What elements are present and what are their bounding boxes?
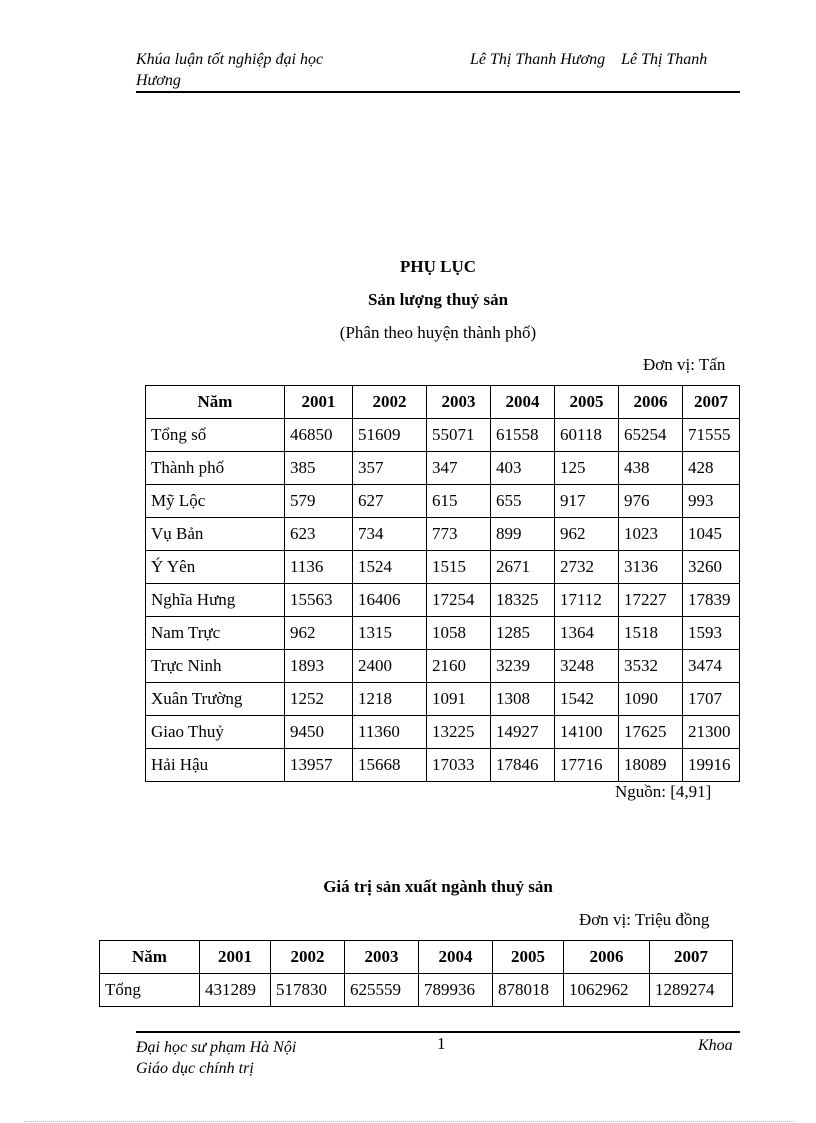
table-cell: 1062962 — [564, 974, 650, 1007]
row-label: Xuân Trường — [146, 683, 285, 716]
table-cell: 19916 — [683, 749, 740, 782]
table-cell: 1136 — [285, 551, 353, 584]
header-author-repeat: Lê Thị Thanh — [621, 51, 708, 68]
row-label: Vụ Bản — [146, 518, 285, 551]
table-cell: 3239 — [491, 650, 555, 683]
appendix-subtitle: Sản lượng thuỷ sản — [367, 290, 509, 309]
table-cell: 1893 — [285, 650, 353, 683]
table-row — [100, 974, 733, 1007]
table-cell: 1289274 — [650, 974, 733, 1007]
table-cell: 1315 — [353, 617, 427, 650]
header-left-text: Khúa luận tốt nghiệp đại học Hương — [136, 51, 324, 89]
footer-department: Giáo dục chính trị — [136, 1060, 254, 1077]
row-label: Giao Thuỷ — [146, 716, 285, 749]
table-cell: 773 — [427, 518, 491, 551]
table-cell: 734 — [353, 518, 427, 551]
row-label: Mỹ Lộc — [146, 485, 285, 518]
table-cell: 17839 — [683, 584, 740, 617]
col-header: 2005 — [555, 386, 619, 419]
table-header-row — [100, 941, 733, 974]
table-cell: 1045 — [683, 518, 740, 551]
col-header: 2007 — [683, 386, 740, 419]
col-header: 2007 — [650, 941, 733, 974]
appendix-title: PHỤ LỤC — [399, 257, 477, 276]
table-cell: 1593 — [683, 617, 740, 650]
table-cell: 18089 — [619, 749, 683, 782]
appendix-unit: Đơn vị: Tấn — [643, 355, 726, 374]
table-cell: 878018 — [493, 974, 564, 1007]
table-cell: 579 — [285, 485, 353, 518]
table-cell: 17033 — [427, 749, 491, 782]
table-row — [146, 584, 740, 617]
table-cell: 17112 — [555, 584, 619, 617]
page-bottom-border — [24, 1121, 794, 1122]
footer-university: Đại học sư phạm Hà Nội — [136, 1039, 297, 1056]
table-cell: 3532 — [619, 650, 683, 683]
table-cell: 1058 — [427, 617, 491, 650]
table-row — [146, 452, 740, 485]
table-header-row — [146, 386, 740, 419]
footer-left — [136, 1037, 296, 1079]
col-header: 2001 — [200, 941, 271, 974]
row-label: Hải Hậu — [146, 749, 285, 782]
table-row — [146, 650, 740, 683]
header-right-text — [470, 49, 707, 70]
header-author: Lê Thị Thanh Hương — [470, 51, 606, 68]
table-cell: 1542 — [555, 683, 619, 716]
table-cell: 962 — [285, 617, 353, 650]
table-cell: 9450 — [285, 716, 353, 749]
table-cell: 46850 — [285, 419, 353, 452]
table-cell: 15563 — [285, 584, 353, 617]
table-cell: 65254 — [619, 419, 683, 452]
table-cell: 3136 — [619, 551, 683, 584]
production-value-table — [99, 940, 733, 1007]
table-cell: 21300 — [683, 716, 740, 749]
table-cell: 51609 — [353, 419, 427, 452]
table-cell: 17227 — [619, 584, 683, 617]
table-cell: 17625 — [619, 716, 683, 749]
production-unit: Đơn vị: Triệu đồng — [579, 910, 710, 929]
table-cell: 976 — [619, 485, 683, 518]
row-label: Nghĩa Hưng — [146, 584, 285, 617]
table-cell: 3248 — [555, 650, 619, 683]
table-row — [146, 617, 740, 650]
row-label: Thành phố — [146, 452, 285, 485]
table-cell: 125 — [555, 452, 619, 485]
table-cell: 615 — [427, 485, 491, 518]
table-cell: 625559 — [345, 974, 419, 1007]
table-cell: 71555 — [683, 419, 740, 452]
table-cell: 1518 — [619, 617, 683, 650]
table-cell: 627 — [353, 485, 427, 518]
table-cell: 917 — [555, 485, 619, 518]
table-row — [146, 683, 740, 716]
table-cell: 17716 — [555, 749, 619, 782]
table-cell: 1091 — [427, 683, 491, 716]
table-cell: 1308 — [491, 683, 555, 716]
col-header: 2004 — [491, 386, 555, 419]
table-cell: 899 — [491, 518, 555, 551]
source-note: Nguồn: [4,91] — [615, 782, 712, 801]
table-cell: 431289 — [200, 974, 271, 1007]
table-cell: 1090 — [619, 683, 683, 716]
row-label: Trực Ninh — [146, 650, 285, 683]
table-cell: 438 — [619, 452, 683, 485]
table-cell: 13957 — [285, 749, 353, 782]
table-row — [146, 419, 740, 452]
table-cell: 655 — [491, 485, 555, 518]
row-label: Tổng — [100, 974, 200, 1007]
table-cell: 1285 — [491, 617, 555, 650]
table-cell: 2671 — [491, 551, 555, 584]
col-header: 2004 — [419, 941, 493, 974]
col-header: 2002 — [271, 941, 345, 974]
table-cell: 789936 — [419, 974, 493, 1007]
table-cell: 14100 — [555, 716, 619, 749]
table-cell: 17846 — [491, 749, 555, 782]
fish-output-table — [145, 385, 740, 782]
table-cell: 2732 — [555, 551, 619, 584]
table-cell: 962 — [555, 518, 619, 551]
production-title: Giá trị sản xuất ngành thuỷ sản — [323, 877, 553, 896]
header-rule — [136, 91, 740, 93]
table-cell: 13225 — [427, 716, 491, 749]
col-header: Năm — [146, 386, 285, 419]
table-cell: 1524 — [353, 551, 427, 584]
col-header: 2006 — [619, 386, 683, 419]
table-cell: 385 — [285, 452, 353, 485]
table-row — [146, 518, 740, 551]
col-header: 2005 — [493, 941, 564, 974]
table-cell: 2160 — [427, 650, 491, 683]
col-header: 2006 — [564, 941, 650, 974]
table-cell: 623 — [285, 518, 353, 551]
table-cell: 18325 — [491, 584, 555, 617]
col-header: Năm — [100, 941, 200, 974]
row-label: Nam Trực — [146, 617, 285, 650]
page-number: 1 — [437, 1034, 446, 1053]
table-cell: 3474 — [683, 650, 740, 683]
col-header: 2001 — [285, 386, 353, 419]
table-row — [146, 716, 740, 749]
row-label: Tổng số — [146, 419, 285, 452]
table-cell: 993 — [683, 485, 740, 518]
table-cell: 15668 — [353, 749, 427, 782]
table-cell: 347 — [427, 452, 491, 485]
table-cell: 1707 — [683, 683, 740, 716]
footer-rule — [136, 1031, 740, 1033]
footer-right: Khoa — [698, 1037, 733, 1054]
table-row — [146, 551, 740, 584]
table-cell: 17254 — [427, 584, 491, 617]
table-cell: 1218 — [353, 683, 427, 716]
table-cell: 60118 — [555, 419, 619, 452]
table-cell: 1023 — [619, 518, 683, 551]
table-cell: 14927 — [491, 716, 555, 749]
row-label: Ý Yên — [146, 551, 285, 584]
table-cell: 1515 — [427, 551, 491, 584]
table-cell: 1364 — [555, 617, 619, 650]
table-cell: 3260 — [683, 551, 740, 584]
table-cell: 16406 — [353, 584, 427, 617]
table-cell: 55071 — [427, 419, 491, 452]
col-header: 2002 — [353, 386, 427, 419]
col-header: 2003 — [427, 386, 491, 419]
table-cell: 61558 — [491, 419, 555, 452]
table-cell: 403 — [491, 452, 555, 485]
table-cell: 1252 — [285, 683, 353, 716]
table-cell: 2400 — [353, 650, 427, 683]
table-cell: 428 — [683, 452, 740, 485]
table-cell: 11360 — [353, 716, 427, 749]
table-cell: 517830 — [271, 974, 345, 1007]
table-cell: 357 — [353, 452, 427, 485]
table-row — [146, 749, 740, 782]
appendix-note: (Phân theo huyện thành phố) — [339, 323, 537, 342]
col-header: 2003 — [345, 941, 419, 974]
table-row — [146, 485, 740, 518]
